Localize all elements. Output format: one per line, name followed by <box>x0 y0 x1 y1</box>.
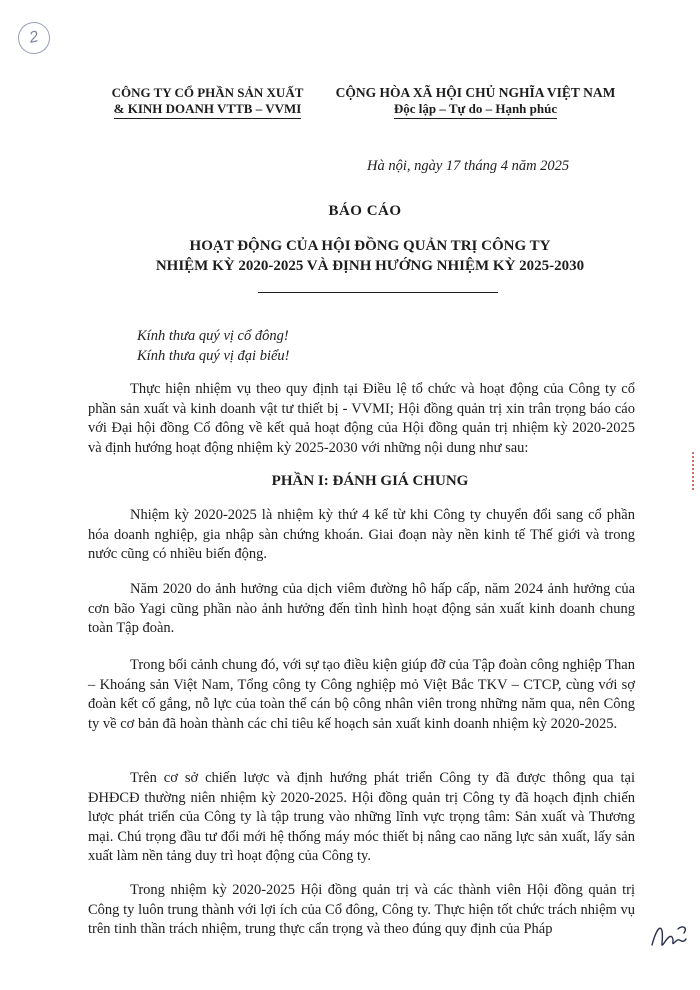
handwritten-page-number: 2 <box>15 19 53 57</box>
greeting-shareholders: Kính thưa quý vị cổ đông! <box>137 328 289 344</box>
intro-paragraph <box>88 380 635 458</box>
document-type: BÁO CÁO <box>328 203 402 219</box>
paragraph-text: Trong bối cảnh chung đó, với sự tạo điều kiện giúp đỡ của Tập đoàn công nghiệp Than – Khoáng sản Việt Nam, Tổng công ty Công nghiệp mỏ Việt Bắc TKV – CTCP, cùng với sợ đoàn kết cố gắng, nỗ lực của toàn thể cán bộ công nhân viên trong những năm qua, nên Công ty về cơ bản đã hoàn thành các chỉ tiêu kế hoạch sản xuất kinh doanh nhiệm kỳ 2020-2025. <box>88 657 635 732</box>
paragraph-text: Trên cơ sở chiến lược và định hướng phát triển Công ty đã được thông qua tại ĐHĐCĐ thường niên nhiệm kỳ 2020-2025. Hội đồng quản trị Công ty đã hoạch định chiến lược phát triển của Công ty là tập trung vào những lĩnh vực trọng tâm: Sản xuất và Thương mại. Chú trọng đầu tư đổi mới hệ thống máy móc thiết bị nâng cao năng lực sản xuất, lấy sản xuất làm nền tảng duy trì hoạt động của Công ty. <box>88 770 635 864</box>
paragraph-strategy <box>88 769 635 867</box>
section-heading: PHẦN I: ĐÁNH GIÁ CHUNG <box>271 473 469 489</box>
signature-initials-icon <box>648 915 692 955</box>
report-title-line1: HOẠT ĐỘNG CỦA HỘI ĐỒNG QUẢN TRỊ CÔNG TY <box>189 238 551 254</box>
date-place-line: Hà nội, ngày 17 tháng 4 năm 2025 <box>367 158 570 174</box>
paragraph-impacts <box>88 580 635 639</box>
company-name-line1: CÔNG TY CỔ PHẦN SẢN XUẤT <box>111 85 304 100</box>
paragraph-context <box>88 656 635 734</box>
national-motto: Độc lập – Tự do – Hạnh phúc <box>394 101 557 119</box>
report-title <box>40 236 700 276</box>
paragraph-text: Thực hiện nhiệm vụ theo quy định tại Điều lệ tổ chức và hoạt động của Công ty cổ phần sản xuất và kinh doanh vật tư thiết bị - VVMI; Hội đồng quản trị xin trân trọng báo cáo với Đại hội đồng Cổ đông về kết quả hoạt động của Hội đồng quản trị nhiệm kỳ 2020-2025 và định hướng hoạt động nhiệm kỳ 2025-2030 với những nội dung như sau: <box>88 381 635 456</box>
paragraph-text: Trong nhiệm kỳ 2020-2025 Hội đồng quản trị và các thành viên Hội đồng quản trị Công ty luôn trung thành với lợi ích của Cổ đông, Công ty. Thực hiện tốt chức trách nhiệm vụ trên tinh thần trách nhiệm, trung thực cẩn trọng và theo đúng quy định của Pháp <box>88 882 635 937</box>
paragraph-term-overview <box>88 506 635 565</box>
title-divider <box>258 292 498 293</box>
company-name-line2: & KINH DOANH VTTB – VVMI <box>114 101 302 119</box>
document-header <box>0 85 700 125</box>
greeting-delegates: Kính thưa quý vị đại biểu! <box>137 348 290 364</box>
paragraph-text: Nhiệm kỳ 2020-2025 là nhiệm kỳ thứ 4 kể từ khi Công ty chuyển đổi sang cổ phần hóa doanh nghiệp, gia nhập sàn chứng khoán. Giai đoạn này nền kinh tế Thế giới và trong nước cũng có nhiều biến động. <box>88 507 635 562</box>
greetings <box>137 326 289 366</box>
national-title: CỘNG HÒA XÃ HỘI CHỦ NGHĨA VIỆT NAM <box>335 85 616 100</box>
paragraph-board-duties <box>88 881 635 940</box>
company-name-block <box>100 85 315 119</box>
national-heading-block <box>318 85 633 119</box>
paragraph-text: Năm 2020 do ảnh hưởng của dịch viêm đường hô hấp cấp, năm 2024 ảnh hưởng của cơn bão Yagi cũng phần nào ảnh hưởng đến tình hình hoạt động sản xuất kinh doanh chung toàn Tập đoàn. <box>88 581 635 636</box>
report-title-block <box>0 203 700 276</box>
report-title-line2: NHIỆM KỲ 2020-2025 VÀ ĐỊNH HƯỚNG NHIỆM KỲ 2025-2030 <box>155 258 585 274</box>
